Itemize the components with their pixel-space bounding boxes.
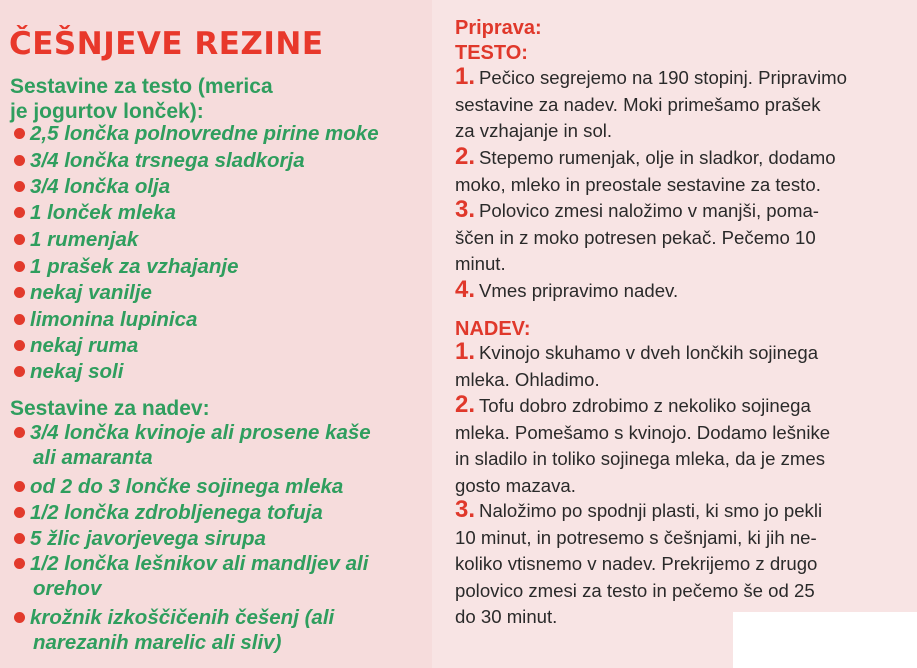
ingredient-item xyxy=(14,420,371,470)
step-line xyxy=(455,144,910,172)
step-line xyxy=(455,497,910,525)
bullet-icon xyxy=(14,533,25,544)
bullet-icon xyxy=(14,181,25,192)
step-text: in sladilo in toliko sojinega mleka, da je zmes xyxy=(455,448,825,469)
ingredient-text: 1 lonček mleka xyxy=(30,201,176,224)
ingredient-item xyxy=(14,359,123,384)
step-line xyxy=(455,172,910,199)
ingredient-text: 5 žlic javorjevega sirupa xyxy=(30,527,266,550)
ingredient-text: orehov xyxy=(33,577,102,600)
ingredient-text: 1 rumenjak xyxy=(30,228,139,251)
ingredient-item xyxy=(14,474,343,499)
ingredient-text: 3/4 lončka trsnega sladkorja xyxy=(30,149,305,172)
step-line xyxy=(455,446,910,473)
bullet-icon xyxy=(14,366,25,377)
recipe-title: ČEŠNJEVE REZINE xyxy=(9,26,324,62)
filling-ingredients-heading: Sestavine za nadev: xyxy=(10,397,210,420)
ingredient-text: 1 prašek za vzhajanje xyxy=(30,255,239,278)
step-text: 10 minut, in potresemo s češnjami, ki jih ne- xyxy=(455,526,817,548)
step-number: 4. xyxy=(455,276,476,303)
step-text: za vzhajanje in sol. xyxy=(455,120,613,141)
step-text: Vmes pripravimo nadev. xyxy=(479,280,679,301)
step-number: 3. xyxy=(455,196,476,223)
step-line xyxy=(455,251,910,278)
step-number: 1. xyxy=(455,338,476,365)
step-text: Naložimo po spodnji plasti, ki smo jo pekli xyxy=(479,500,823,521)
ingredient-text: limonina lupinica xyxy=(30,308,198,331)
step-text: mleka. Ohladimo. xyxy=(455,368,600,390)
step-line xyxy=(455,473,910,500)
step-line xyxy=(455,367,910,394)
ingredient-item xyxy=(14,280,152,305)
step-line xyxy=(455,277,910,305)
step-line xyxy=(455,64,910,92)
step-line xyxy=(455,525,910,552)
ingredient-text: od 2 do 3 lončke sojinega mleka xyxy=(30,475,344,498)
step-line xyxy=(455,197,910,225)
step-item xyxy=(455,392,910,499)
ingredient-text: ali amaranta xyxy=(33,446,153,469)
step-text: sestavine za nadev. Moki primešamo prašek xyxy=(455,93,821,115)
ingredient-text: 1/2 lončka lešnikov ali mandljev ali xyxy=(30,552,369,575)
step-line xyxy=(455,339,910,367)
bullet-icon xyxy=(14,207,25,218)
bullet-icon xyxy=(14,287,25,298)
step-number: 3. xyxy=(455,496,476,523)
step-number: 2. xyxy=(455,143,476,170)
bullet-icon xyxy=(14,481,25,492)
step-line xyxy=(455,578,910,605)
step-text: polovico zmesi za testo in pečemo še od 25 xyxy=(455,579,815,601)
step-line xyxy=(455,118,910,145)
step-line xyxy=(455,92,910,119)
step-line xyxy=(455,225,910,252)
ingredient-text: nekaj soli xyxy=(30,360,124,383)
step-item xyxy=(455,64,910,145)
step-text: gosto mazava. xyxy=(455,474,576,496)
dough-steps-heading: TESTO: xyxy=(455,42,528,64)
step-line xyxy=(455,420,910,447)
step-item xyxy=(455,197,910,278)
bullet-icon xyxy=(14,314,25,325)
step-item xyxy=(455,339,910,393)
ingredient-text: 1/2 lončka zdrobljenega tofuja xyxy=(30,501,323,524)
filling-steps-heading: NADEV: xyxy=(455,318,531,340)
step-text: Tofu dobro zdrobimo z nekoliko sojinega xyxy=(479,395,811,416)
step-item xyxy=(455,497,910,631)
step-text: mleka. Pomešamo s kvinojo. Dodamo lešnike xyxy=(455,421,831,443)
step-text: ščen in z moko potresen pekač. Pečemo 10 xyxy=(455,226,816,248)
ingredient-item xyxy=(14,526,266,551)
ingredient-text: nekaj vanilje xyxy=(30,281,152,304)
ingredient-item xyxy=(14,307,197,332)
ingredient-text: 3/4 lončka kvinoje ali prosene kaše xyxy=(30,421,371,444)
bullet-icon xyxy=(14,234,25,245)
ingredient-item xyxy=(14,121,379,146)
dough-ingredients-heading xyxy=(10,74,273,124)
bullet-icon xyxy=(14,261,25,272)
ingredient-text: 2,5 lončka polnovredne pirine moke xyxy=(30,122,379,145)
step-text: Kvinojo skuhamo v dveh lončkih sojinega xyxy=(479,342,819,363)
dough-heading-line: Sestavine za testo (merica xyxy=(10,75,273,98)
bullet-icon xyxy=(14,128,25,139)
ingredient-item xyxy=(14,500,323,525)
bullet-icon xyxy=(14,155,25,166)
ingredient-text: 3/4 lončka olja xyxy=(30,175,171,198)
step-text: koliko vtisnemo v nadev. Prekrijemo z drugo xyxy=(455,553,818,574)
step-text: Stepemo rumenjak, olje in sladkor, dodamo xyxy=(479,147,836,168)
step-number: 1. xyxy=(455,63,476,90)
ingredient-item xyxy=(14,174,170,199)
step-item xyxy=(455,144,910,198)
ingredient-text: nekaj ruma xyxy=(30,334,139,357)
dough-heading-line: je jogurtov lonček): xyxy=(10,100,204,123)
bullet-icon xyxy=(14,558,25,569)
ingredient-text: narezanih marelic ali sliv) xyxy=(33,631,282,654)
preparation-heading: Priprava: xyxy=(455,17,542,39)
ingredient-item xyxy=(14,227,138,252)
step-line xyxy=(455,392,910,420)
ingredient-text: krožnik izkoščičenih češenj (ali xyxy=(30,606,335,629)
step-text: minut. xyxy=(455,253,506,274)
bullet-icon xyxy=(14,507,25,518)
ingredient-item xyxy=(14,605,334,655)
bullet-icon xyxy=(14,340,25,351)
step-text: Pečico segrejemo na 190 stopinj. Pripravimo xyxy=(479,67,847,88)
step-text: Polovico zmesi naložimo v manjši, poma- xyxy=(479,200,819,221)
step-line xyxy=(455,551,910,578)
ingredient-item xyxy=(14,254,239,279)
step-item xyxy=(455,277,910,305)
bullet-icon xyxy=(14,427,25,438)
step-number: 2. xyxy=(455,391,476,418)
ingredient-item xyxy=(14,333,138,358)
ingredient-item xyxy=(14,551,368,601)
step-text: do 30 minut. xyxy=(455,606,558,627)
step-line xyxy=(455,604,910,631)
step-text: moko, mleko in preostale sestavine za testo. xyxy=(455,173,821,195)
ingredient-item xyxy=(14,200,176,225)
bullet-icon xyxy=(14,612,25,623)
ingredient-item xyxy=(14,148,305,173)
